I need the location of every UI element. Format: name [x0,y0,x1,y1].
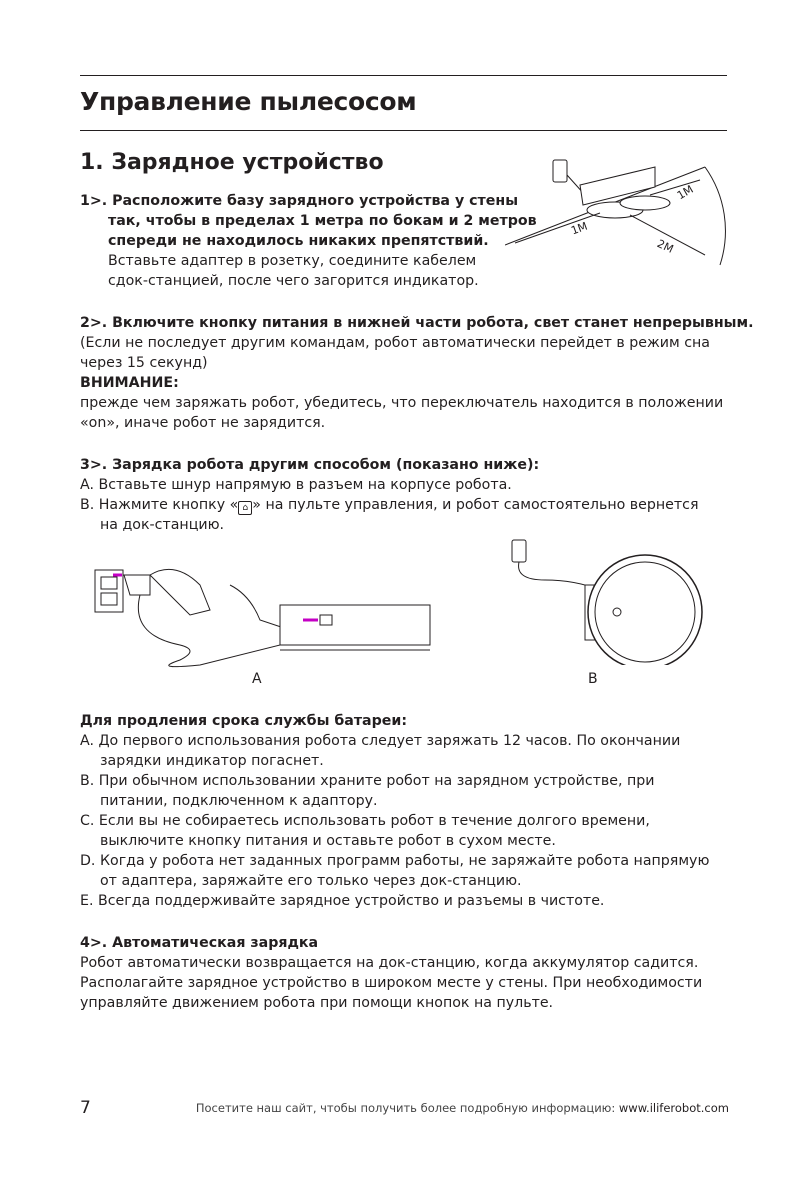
figure-a-label: A [252,671,262,687]
top-rule [80,75,727,76]
step4-heading: 4>. Автоматическая зарядка [80,935,319,951]
title-rule [80,130,727,131]
battery-item-b-1: B. При обычном использовании храните робот на зарядном устройстве, при [80,773,655,789]
footer-text [196,1101,729,1115]
step3-line-b [80,495,699,515]
step2-heading: 2>. Включите кнопку питания в нижней части робота, свет станет непрерывным. [80,315,754,331]
step1-line-1: 1>. Расположите базу зарядного устройства у стены [80,193,519,209]
step4-line-3: управляйте движением робота при помощи кнопок на пульте. [80,995,554,1011]
step2-line-2: через 15 секунд) [80,355,208,371]
step1-line-5: сдок-станцией, после чего загорится индикатор. [108,273,479,289]
battery-item-b-2: питании, подключенном к адаптору. [100,793,378,809]
dock-clearance-diagram [505,155,735,275]
diagram-label-1m-left: 1M [569,219,590,238]
diagram-label-2m: 2M [655,237,676,256]
battery-item-d-1: D. Когда у робота нет заданных программ работы, не заряжайте робота напрямую [80,853,710,869]
warning-label: ВНИМАНИЕ: [80,375,179,391]
step3-line-b2: на док-станцию. [100,517,225,533]
step3-line-a: A. Вставьте шнур напрямую в разъем на корпусе робота. [80,477,512,493]
battery-item-c-1: C. Если вы не собираетесь использовать робот в течение долгого времени, [80,813,650,829]
home-icon: ⌂ [238,501,252,515]
footer-url[interactable]: www.iliferobot.com [618,1101,729,1115]
figure-b-label: B [588,671,598,687]
figure-a-illustration [90,555,440,685]
step3-line-b-pre: B. Нажмите кнопку « [80,497,239,513]
step1-line-4: Вставьте адаптер в розетку, соедините кабелем [108,253,477,269]
step1-line-3: спереди не находилось никаких препятствий. [108,233,489,249]
section-title: 1. Зарядное устройство [80,150,384,175]
footer-message: Посетите наш сайт, чтобы получить более подробную информацию: [195,1101,616,1115]
battery-item-a-2: зарядки индикатор погаснет. [100,753,324,769]
step3-line-b-post: » на пульте управления, и робот самостоятельно вернется [252,497,699,513]
step4-line-1: Робот автоматически возвращается на док-станцию, когда аккумулятор садится. [80,955,699,971]
figure-b-illustration [505,535,705,665]
battery-item-e-1: E. Всегда поддерживайте зарядное устройство и разъемы в чистоте. [80,893,605,909]
step1-line-2: так, чтобы в пределах 1 метра по бокам и 2 метров [108,213,537,229]
warning-line-2: «on», иначе робот не зарядится. [80,415,326,431]
page-title: Управление пылесосом [80,87,417,116]
battery-item-c-2: выключите кнопку питания и оставьте робот в сухом месте. [100,833,556,849]
page-number: 7 [80,1098,91,1118]
step4-line-2: Располагайте зарядное устройство в широком месте у стены. При необходимости [80,975,703,991]
step3-heading: 3>. Зарядка робота другим способом (показано ниже): [80,457,540,473]
battery-item-d-2: от адаптера, заряжайте его только через док-станцию. [100,873,522,889]
warning-line-1: прежде чем заряжать робот, убедитесь, что переключатель находится в положении [80,395,724,411]
diagram-label-1m-right: 1M [674,182,696,203]
battery-item-a-1: A. До первого использования робота следует заряжать 12 часов. По окончании [80,733,681,749]
battery-heading: Для продления срока службы батареи: [80,713,408,729]
step2-line-1: (Если не последует другим командам, робот автоматически перейдет в режим сна [80,335,710,351]
